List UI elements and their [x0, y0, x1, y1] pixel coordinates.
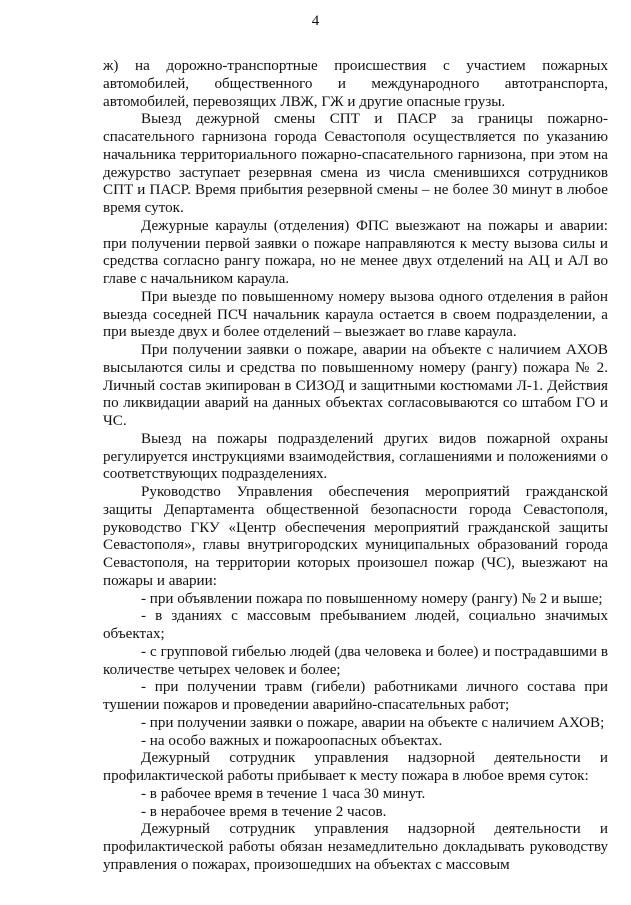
paragraph-hazardous-objects: При получении заявки о пожаре, аварии на объекте с наличием АХОВ высылаются силы и средства по повышенному номеру (рангу) пожара № 2. Личный состав экипирован в СИЗОД и защитными костюмами Л-1. Действия по ликвидации аварий на данных объектах согласовываются со штабом ГО и ЧС.: [103, 342, 608, 429]
page-number: 4: [311, 13, 320, 29]
list-item: - при получении травм (гибели) работниками личного состава при тушении пожаров и проведении аварийно-спасательных работ;: [103, 679, 608, 713]
paragraph-other-fire-services: Выезд на пожары подразделений других видов пожарной охраны регулируется инструкциями взаимодействия, соглашениями и положениями о соответствующих подразделениях.: [103, 430, 608, 483]
paragraph-duty-officer-arrival: Дежурный сотрудник управления надзорной деятельности и профилактической работы прибывает к месту пожара в любое время суток:: [103, 750, 608, 784]
list-item: - на особо важных и пожароопасных объектах.: [141, 732, 443, 749]
document-body: [103, 58, 608, 875]
list-item: - в нерабочее время в течение 2 часов.: [141, 803, 387, 820]
list-item: - с групповой гибелью людей (два человека и более) и пострадавшими в количестве четырех человек и более;: [103, 643, 608, 678]
list-item: - в зданиях с массовым пребыванием людей, социально значимых объектах;: [103, 608, 608, 642]
list-item: - при объявлении пожара по повышенному номеру (рангу) № 2 и выше;: [141, 590, 603, 607]
paragraph-duty-officer-report: Дежурный сотрудник управления надзорной деятельности и профилактической работы обязан незамедлительно докладывать руководству управления о пожарах, произошедших на объектах с массовым: [103, 821, 608, 873]
paragraph-list-item-zh: ж) на дорожно-транспортные происшествия с участием пожарных автомобилей, общественного и международного автотранспорта, автомобилей, перевозящих ЛВЖ, ГЖ и другие опасные грузы.: [103, 58, 608, 110]
paragraph-reserve-shift: Выезд дежурной смены СПТ и ПАСР за границы пожарно-спасательного гарнизона города Севастополя осуществляется по указанию начальника территориального пожарно-спасательного гарнизона, при этом на дежурство заступает резервная смена из числа сменившихся сотрудников СПТ и ПАСР. Время прибытия резервной смены – не более 30 минут в любое время суток.: [103, 111, 608, 216]
paragraph-increased-call: При выезде по повышенному номеру вызова одного отделения в район выезда соседней ПСЧ начальник караула остается в своем подразделении, а при выезде двух и более отделений – выезжает во главе караула.: [103, 288, 608, 341]
list-item: - в рабочее время в течение 1 часа 30 минут.: [141, 785, 426, 802]
paragraph-guard-departure: Дежурные караулы (отделения) ФПС выезжают на пожары и аварии: при получении первой заявки о пожаре направляются к месту вызова силы и средства согласно рангу пожара, но не менее двух отделений на АЦ и АЛ во главе с начальником караула.: [103, 217, 608, 287]
paragraph-leadership-departure: Руководство Управления обеспечения мероприятий гражданской защиты Департамента общественной безопасности города Севастополя, руководство ГКУ «Центр обеспечения мероприятий гражданской защиты Севастополя», главы внутригородских муниципальных образований города Севастополя, на территории которых произошел пожар (ЧС), выезжают на пожары и аварии:: [103, 484, 608, 589]
list-item: - при получении заявки о пожаре, аварии на объекте с наличием АХОВ;: [141, 714, 605, 731]
